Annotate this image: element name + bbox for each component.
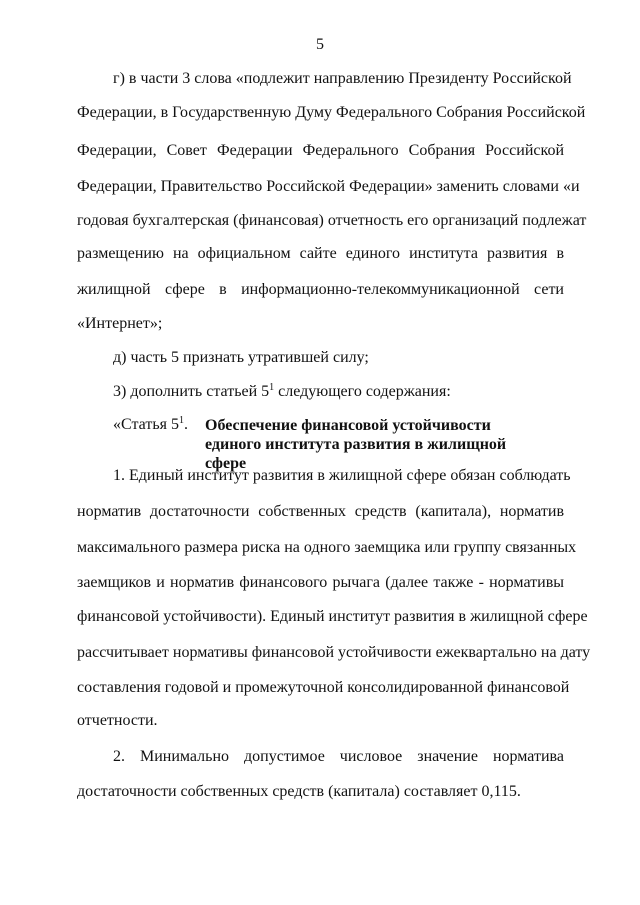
paragraph-g-line: Федерации, Совет Федерации Федерального Собрания Российской — [77, 142, 564, 159]
paragraph-3 — [113, 383, 451, 403]
paragraph-g-line: Федерации, в Государственную Думу Федерального Собрания Российской — [77, 104, 586, 121]
paragraph-g-line: жилищной сфере в информационно-телекоммуникационной сети — [77, 281, 564, 298]
paragraph-g-line: размещению на официальном сайте единого института развития в — [77, 245, 564, 262]
clause-1-line: 1. Единый институт развития в жилищной сфере обязан соблюдать — [113, 467, 571, 484]
clause-1-line: заемщиков и норматив финансового рычага (далее также - нормативы — [77, 574, 564, 591]
paragraph-3-text: 3) дополнить статьей 5 — [113, 383, 270, 400]
clause-1-line: отчетности. — [77, 712, 158, 729]
clause-2-line: достаточности собственных средств (капитала) составляет 0,115. — [77, 783, 521, 800]
article-label — [113, 416, 188, 436]
paragraph-g-line: г) в части 3 слова «подлежит направлению Президенту Российской — [113, 70, 572, 87]
paragraph-g-line: годовая бухгалтерская (финансовая) отчетность его организаций подлежат — [77, 212, 587, 229]
paragraph-3-superscript: 1 — [269, 382, 275, 393]
paragraph-g-line: Федерации, Правительство Российской Федерации» заменить словами «и — [77, 178, 580, 195]
article-label-prefix: «Статья 5 — [113, 416, 179, 433]
article-title: Обеспечение финансовой устойчивости единого института развития в жилищной сфере — [205, 417, 507, 472]
paragraph-g-line: «Интернет»; — [77, 315, 163, 332]
paragraph-d: д) часть 5 признать утратившей силу; — [113, 349, 369, 366]
article-label-suffix: . — [183, 416, 188, 433]
clause-1-line: финансовой устойчивости). Единый институт развития в жилищной сфере — [77, 608, 588, 625]
clause-1-line: максимального размера риска на одного заемщика или группу связанных — [77, 539, 577, 556]
paragraph-3-text-end: следующего содержания: — [274, 383, 451, 400]
clause-1-line: рассчитывает нормативы финансовой устойчивости ежеквартально на дату — [77, 644, 591, 661]
clause-1-line: составления годовой и промежуточной консолидированной финансовой — [77, 679, 570, 696]
page-number: 5 — [316, 36, 324, 53]
article-label-superscript: 1 — [178, 415, 184, 426]
clause-2-line: 2. Минимально допустимое числовое значение норматива — [113, 748, 564, 765]
clause-1-line: норматив достаточности собственных средств (капитала), норматив — [77, 503, 564, 520]
